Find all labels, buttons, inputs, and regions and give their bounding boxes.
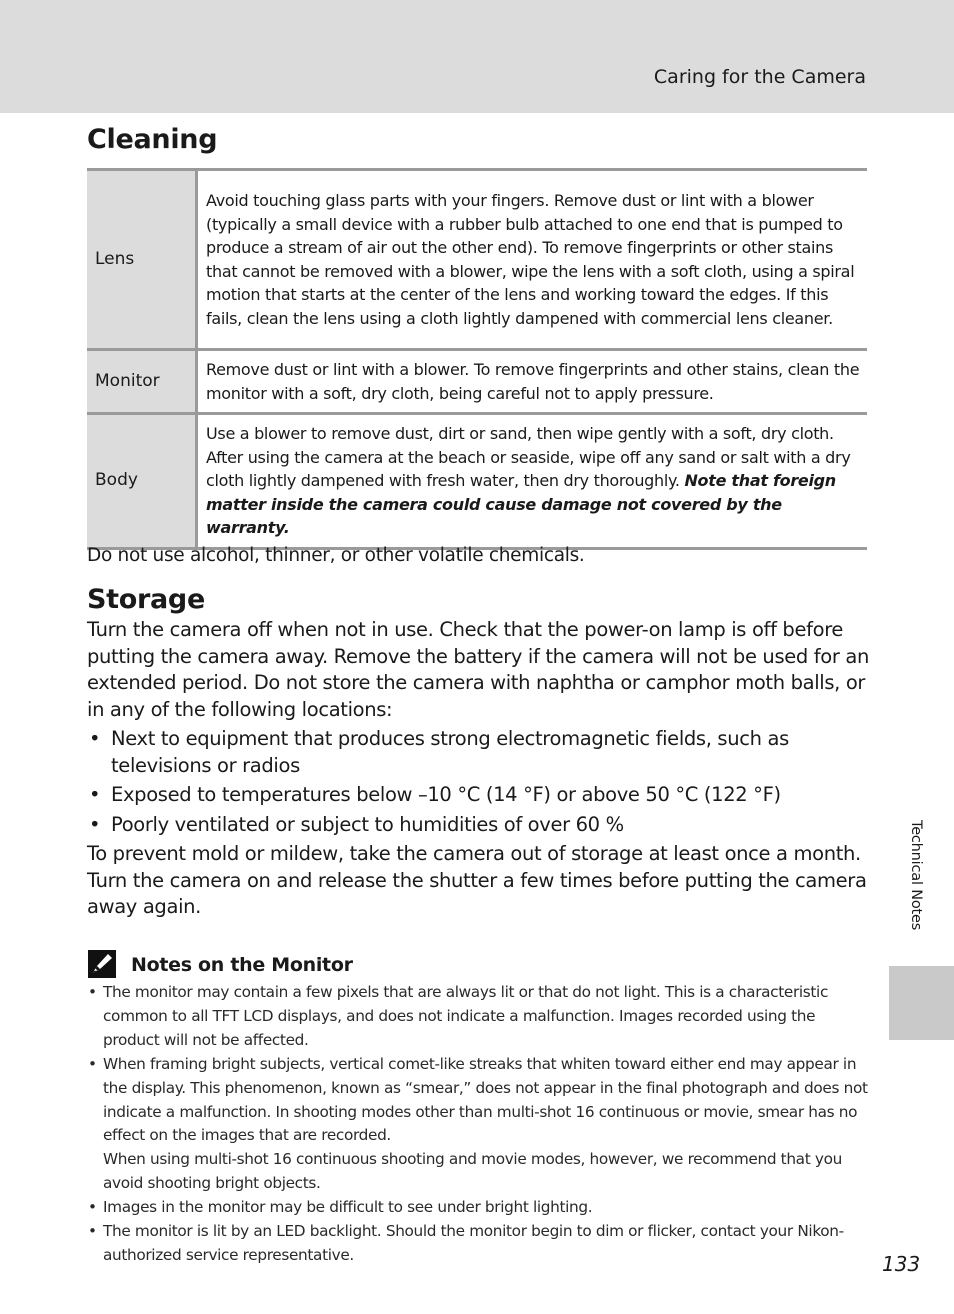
list-item: • Next to equipment that produces strong electromagnetic fields, such as televisions or radios (87, 726, 877, 779)
row-text-monitor: Remove dust or lint with a blower. To remove fingerprints and other stains, clean the monitor with a soft, dry cloth, being careful not to apply pressure. (197, 350, 868, 414)
side-tab-label: Technical Notes (908, 820, 924, 931)
table-row (87, 350, 867, 414)
row-text-lens: Avoid touching glass parts with your fingers. Remove dust or lint with a blower (typically a small device with a rubber bulb attached to one end that is pumped to produce a stream of air out the other end). To remove fingerprints or other stains that cannot be removed with a blower, wipe the lens with a soft cloth, using a spiral motion that starts at the center of the lens and working toward the edges. If this fails, clean the lens using a cloth lightly dampened with commercial lens cleaner. (197, 170, 868, 350)
cleaning-table (87, 168, 867, 550)
body-text: Use a blower to remove dust, dirt or sand, then wipe gently with a soft, dry cloth. After using the camera at the beach or seaside, wipe off any sand or salt with a dry cloth lightly dampened with fresh water, then dry thoroughly. (206, 424, 851, 490)
row-text-body (197, 414, 868, 549)
row-label-body: Body (87, 414, 197, 549)
side-tab (889, 966, 954, 1040)
list-item: • The monitor is lit by an LED backlight. Should the monitor begin to dim or flicker, contact your Nikon-authorized service representative. (87, 1220, 872, 1268)
list-item: • Poorly ventilated or subject to humidities of over 60 % (87, 812, 877, 839)
pencil-check-icon (88, 950, 116, 978)
page-number: 133 (882, 1252, 921, 1276)
chemicals-warning: Do not use alcohol, thinner, or other volatile chemicals. (87, 545, 585, 566)
storage-section (87, 617, 877, 921)
note-text: When framing bright subjects, vertical comet-like streaks that whiten toward either end may appear in the display. This phenomenon, known as “smear,” does not appear in the final photograph and does not indicate a malfunction. In shooting modes other than multi-shot 16 continuous or movie, smear has no effect on the images that are recorded. (103, 1054, 868, 1145)
list-item: • Images in the monitor may be difficult to see under bright lighting. (87, 1196, 872, 1220)
note-extra-text: When using multi-shot 16 continuous shooting and movie modes, however, we recommend that you avoid shooting bright objects. (103, 1150, 842, 1193)
cleaning-heading: Cleaning (87, 124, 218, 155)
list-item: • The monitor may contain a few pixels that are always lit or that do not light. This is a characteristic common to all TFT LCD displays, and does not indicate a malfunction. Images recorded using the product will not be affected. (87, 981, 872, 1053)
warranty-warning: Note that foreign matter inside the camera could cause damage not covered by the warranty. (206, 471, 836, 537)
running-header: Caring for the Camera (653, 66, 866, 88)
storage-intro: Turn the camera off when not in use. Check that the power-on lamp is off before putting the camera away. Remove the battery if the camera will not be used for an extended period. Do not store the camera with naphtha or camphor moth balls, or in any of the following locations: (87, 618, 869, 721)
monitor-notes-list (87, 981, 872, 1268)
list-item (87, 1053, 872, 1196)
storage-heading: Storage (87, 584, 205, 615)
row-label-monitor: Monitor (87, 350, 197, 414)
row-label-lens: Lens (87, 170, 197, 350)
storage-locations-list (87, 726, 877, 838)
header-band (0, 0, 954, 113)
list-item: • Exposed to temperatures below –10 °C (14 °F) or above 50 °C (122 °F) (87, 782, 877, 809)
notes-title: Notes on the Monitor (131, 954, 353, 976)
storage-outro: To prevent mold or mildew, take the camera out of storage at least once a month. Turn the camera on and release the shutter a few times before putting the camera away again. (87, 842, 867, 918)
table-row (87, 170, 867, 350)
table-row (87, 414, 867, 549)
